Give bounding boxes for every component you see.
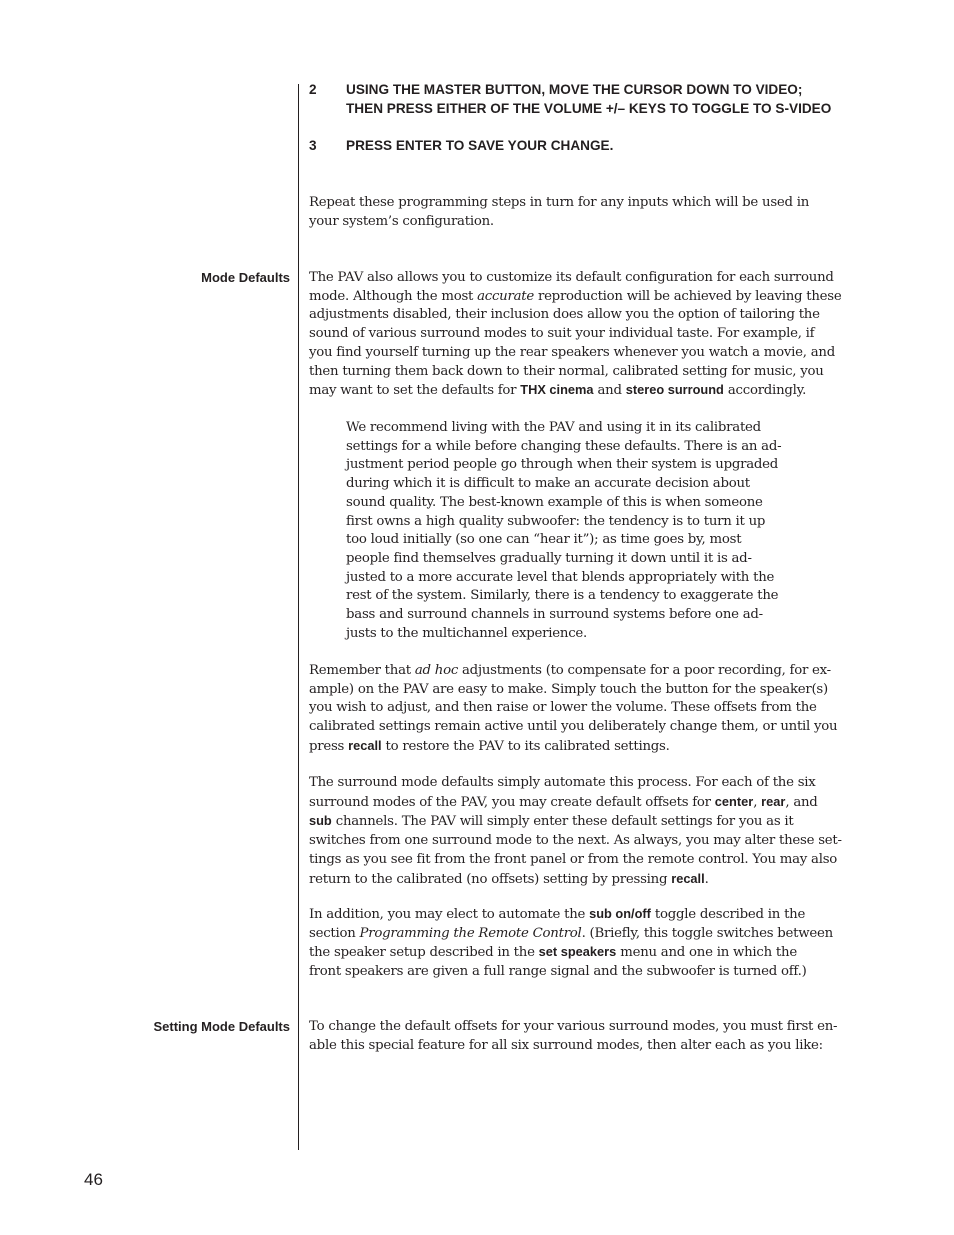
keyword-rear: rear (761, 793, 786, 809)
surround-defaults-paragraph: The surround mode defaults simply automate this process. For each of the six surround modes of the PAV, you may create default offsets for center, rear, and sub channels. The PAV will simply enter these default settings for you as it switches from one surround mode to the next. As always, you may alter these set- tings as you see fit from the front panel or from the remote control. You may also return to the calibrated (no offsets) setting by pressing recall. (309, 775, 842, 887)
setting-mode-defaults-paragraph: To change the default offsets for your various surround modes, you must first en- able this special feature for all six surround modes, then alter each as you like: (309, 1019, 838, 1053)
keyword-center: center (714, 793, 754, 809)
keyword-stereo-surround: stereo surround (625, 382, 724, 398)
page-number: 46 (84, 1170, 103, 1189)
step-number: 3 (309, 138, 317, 153)
side-heading-mode-defaults: Mode Defaults (201, 270, 290, 285)
addition-paragraph: In addition, you may elect to automate the sub on/off toggle described in the section Programming the Remote Control. (Briefly, this toggle switches between the speaker setup described in the set speakers menu and one in which the front speakers are given a full range signal and the subwoofer is turned off.) (309, 906, 833, 980)
keyword-sub: sub (309, 813, 332, 829)
side-heading-setting-mode-defaults: Setting Mode Defaults (153, 1019, 290, 1034)
adhoc-paragraph: Remember that ad hoc adjustments (to compensate for a poor recording, for ex- ample) on the PAV are easy to make. Simply touch the button for the speaker(s) you wish to adjust, and then raise or lower the volume. These offsets from the calibrated settings remain active until you deliberately change them, or until you press recall to restore the PAV to its calibrated settings. (309, 663, 838, 754)
recommendation-paragraph: We recommend living with the PAV and using it in its calibrated settings for a while before changing these defaults. There is an ad- justment period people go through when their system is upgraded during which it is difficult to make an accurate decision about sound quality. The best-known example of this is when someone first owns a high quality subwoofer: the tendency is to turn it up too loud initially (so one can “hear it”); as time goes by, most people find themselves gradually turning it down until it is ad- justed to a more accurate level that blends appropriately with the rest of the system. Similarly, there is a tendency to exaggerate the bass and surround channels in surround systems before one ad- justs to the multichannel experience. (346, 420, 782, 641)
keyword-recall: recall (348, 737, 382, 753)
step-text-line: THEN PRESS EITHER OF THE VOLUME +/– KEYS TO TOGGLE TO S-VIDEO (346, 100, 832, 116)
keyword-thx-cinema: THX cinema (520, 382, 594, 398)
keyword-sub-on-off: sub on/off (589, 906, 651, 921)
step-text-line: USING THE MASTER BUTTON, MOVE THE CURSOR DOWN TO VIDEO; (346, 82, 803, 97)
mode-defaults-paragraph: The PAV also allows you to customize its default configuration for each surround mode. Although the most accurate reproduction will be achieved by leaving these adjustments disabled, their inclusion does allow you the option of tailoring the sound of various surround modes to suit your individual taste. For example, if you find yourself turning up the rear speakers whenever you watch a movie, and then turning them back down to their normal, calibrated setting for music, you may want to set the defaults for THX cinema and stereo surround accordingly. (309, 270, 842, 399)
keyword-set-speakers: set speakers (538, 944, 617, 960)
keyword-recall: recall (671, 870, 705, 886)
step-text-line: PRESS ENTER TO SAVE YOUR CHANGE. (346, 138, 614, 153)
margin-rule (298, 84, 299, 1150)
step-number: 2 (309, 82, 317, 97)
repeat-paragraph: Repeat these programming steps in turn for any inputs which will be used in your system’s configuration. (309, 195, 810, 229)
